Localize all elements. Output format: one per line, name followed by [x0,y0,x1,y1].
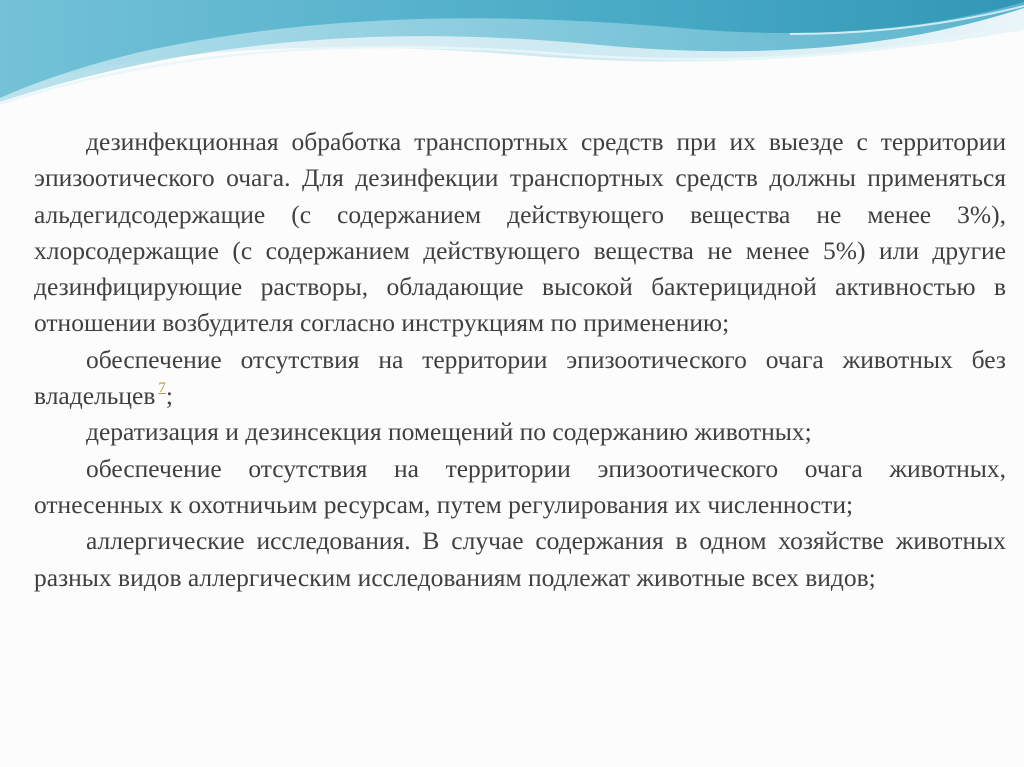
paragraph-tail: ; [165,381,173,411]
paragraph-text: дезинфекционная обработка транспортных средств при их выезде с территории эпизоотического очага. Для дезинфекции транспортных средств должны применяться альдегидсодержащие (с содержанием действующего вещества не менее 3%), хлорсодержащие (с содержанием действующего вещества не менее 5%) или другие дезинфицирующие растворы, обладающие высокой бактерицидной активностью в отношении возбудителя согласно инструкциям по применению; [34,127,1006,338]
paragraph-text: обеспечение отсутствия на территории эпизоотического очага животных, отнесенных к охотничьим ресурсам, путем регулирования их численности; [34,453,1006,519]
paragraph-text: дератизация и дезинсекция помещений по содержанию животных; [86,417,812,447]
paragraph-allergic-tests [34,523,1006,596]
paragraph-game-animals [34,451,1006,524]
paragraph-stray-animals [34,342,1006,415]
paragraph-deratization [34,414,1006,450]
paragraph-text: обеспечение отсутствия на территории эпизоотического очага животных без владельцев [34,344,1006,411]
paragraph-text: аллергические исследования. В случае содержания в одном хозяйстве животных разных видов аллергическим исследованиям подлежат животные всех видов; [34,526,1006,592]
paragraph-disinfection [34,124,1006,342]
footnote-link[interactable]: 7 [158,380,166,397]
wave-banner-decoration [0,0,1024,110]
body-text [34,124,1006,596]
